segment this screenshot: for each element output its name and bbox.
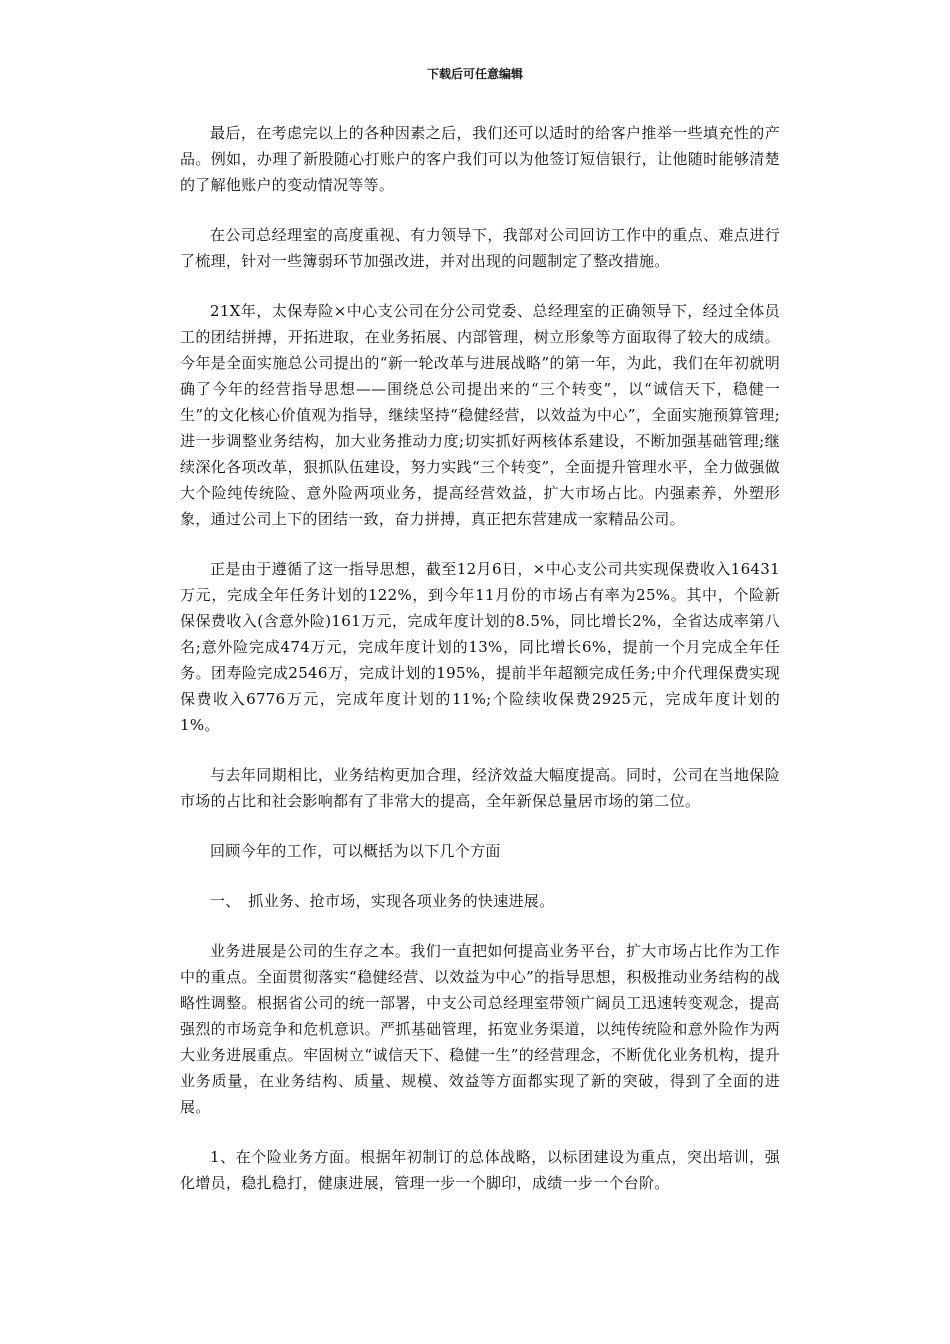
section-heading-one: 一、 抓业务、抢市场，实现各项业务的快速进展。: [210, 892, 555, 910]
paragraph-business-development: 业务进展是公司的生存之本。我们一直把如何提高业务平台，扩大市场占比作为工作中的重点。全面贯彻落实“稳健经营、以效益为中心”的指导思想，积极推动业务结构的战略性调整。根据省公司的统一部署，中支公司总经理室带领广阔员工迅速转变观念，提高强烈的市场竞争和危机意识。严抓基础管理，拓宽业务渠道，以纯传统险和意外险作为两大业务进展重点。牢固树立“诚信天下、稳健一生”的经营理念，不断优化业务机构，提升业务质量，在业务结构、质量、规模、效益等方面都实现了新的突破，得到了全面的进展。: [180, 942, 780, 1116]
document-body: [180, 120, 780, 1220]
paragraph-individual-insurance: 1、在个险业务方面。根据年初制订的总体战略，以标团建设为重点，突出培训，强化增员，稳扎稳打，健康进展，管理一步一个脚印，成绩一步一个台阶。: [180, 1148, 780, 1192]
paragraph-year-comparison: 与去年同期相比，业务结构更加合理，经济效益大幅度提高。同时，公司在当地保险市场的占比和社会影响都有了非常大的提高，全年新保总量居市场的第二位。: [180, 766, 780, 810]
paragraph-annual-overview: 21X年，太保寿险×中心支公司在分公司党委、总经理室的正确领导下，经过全体员工的团结拼搏，开拓进取，在业务拓展、内部管理，树立形象等方面取得了较大的成绩。今年是全面实施总公司提出的“新一轮改革与进展战略”的第一年，为此，我们在年初就明确了今年的经营指导思想——围绕总公司提出来的“三个转变”，以“诚信天下，稳健一生”的文化核心价值观为指导，继续坚持“稳健经营，以效益为中心”，全面实施预算管理;进一步调整业务结构，加大业务推动力度;切实抓好两核体系建设，不断加强基础管理;继续深化各项改革，狠抓队伍建设，努力实践“三个转变”，全面提升管理水平，全力做强做大个险纯传统险、意外险两项业务，提高经营效益，扩大市场占比。内强素养，外塑形象，通过公司上下的团结一致，奋力拼搏，真正把东营建成一家精品公司。: [180, 302, 780, 528]
page-header: 下载后可任意编辑: [426, 67, 523, 81]
paragraph-premium-results: 正是由于遵循了这一指导思想，截至12月6日，×中心支公司共实现保费收入16431万元，完成全年任务计划的122%，到今年11月份的市场占有率为25%。其中，个险新保保费收入(含意外险)161万元，完成年度计划的8.5%，同比增长2%，全省达成率第八名;意外险完成474万元，完成年度计划的13%，同比增长6%，提前一个月完成全年任务。团寿险完成2546万，完成计划的195%，提前半年超额完成任务;中介代理保费实现保费收入6776万元，完成年度计划的11%;个险续收保费2925元，完成年度计划的1%。: [180, 560, 780, 734]
paragraph-closing-remarks: 最后，在考虑完以上的各种因素之后，我们还可以适时的给客户推举一些填充性的产品。例如，办理了新股随心打账户的客户我们可以为他签订短信银行，让他随时能够清楚的了解他账户的变动情况等等。: [180, 124, 780, 194]
paragraph-callback-work: 在公司总经理室的高度重视、有力领导下，我部对公司回访工作中的重点、难点进行了梳理，针对一些簿弱环节加强改进，并对出现的问题制定了整改措施。: [180, 226, 780, 270]
paragraph-review-intro: 回顾今年的工作，可以概括为以下几个方面: [210, 842, 501, 860]
